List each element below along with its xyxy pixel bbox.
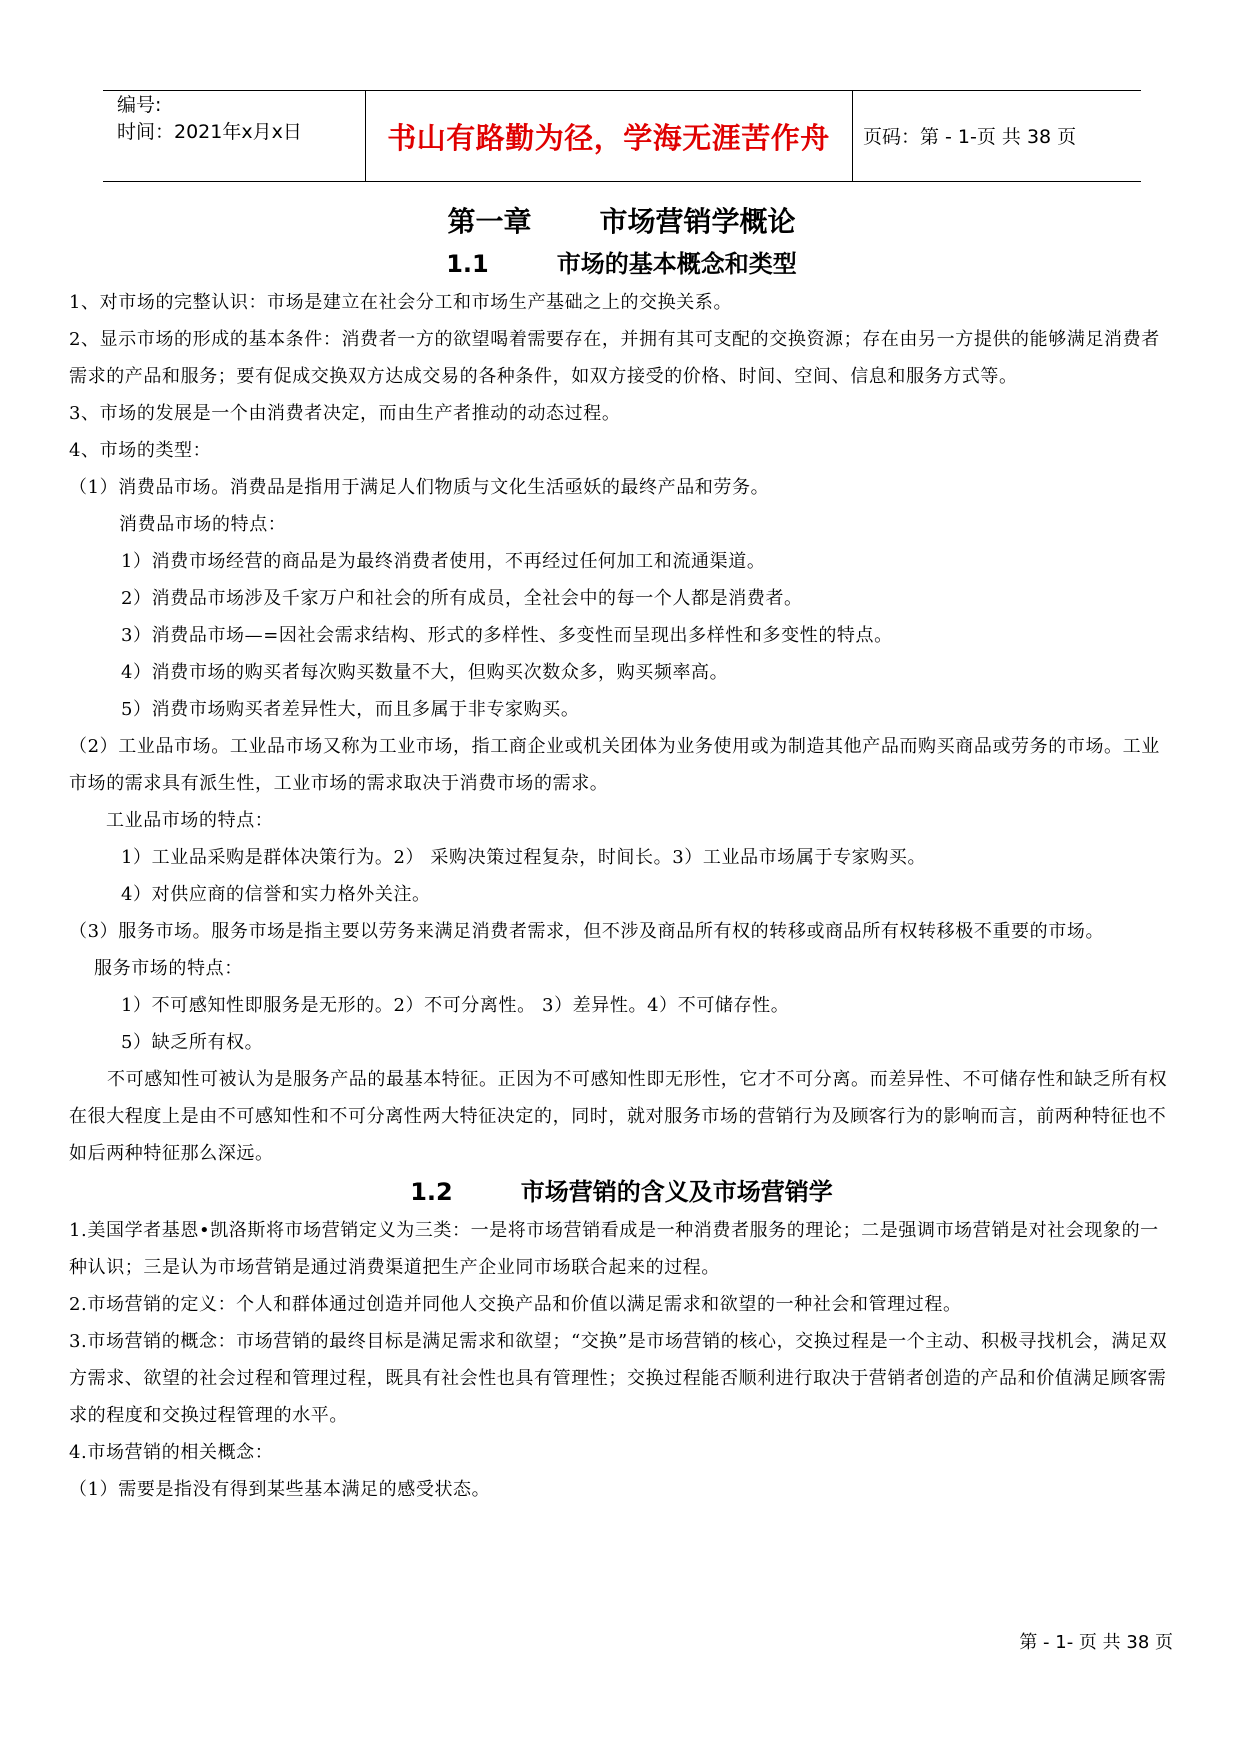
subheading: 消费品市场的特点：: [119, 514, 287, 535]
list-item: 1）消费市场经营的商品是为最终消费者使用，不再经过任何加工和流通渠道。: [121, 551, 766, 572]
section-title: 市场的基本概念和类型: [556, 250, 797, 278]
list-item: 2）消费品市场涉及千家万户和社会的所有成员，全社会中的每一个人都是消费者。: [121, 588, 803, 609]
paragraph: 2.市场营销的定义：个人和群体通过创造并同他人交换产品和价值以满足需求和欲望的一种社会和管理过程。: [69, 1294, 962, 1315]
paragraph: 3、市场的发展是一个由消费者决定，而由生产者推动的动态过程。: [69, 403, 621, 424]
paragraph: （1）需要是指没有得到某些基本满足的感受状态。: [69, 1479, 491, 1500]
list-item: 4）对供应商的信誉和实力格外关注。: [121, 884, 431, 905]
subheading: 工业品市场的特点：: [106, 810, 274, 831]
paragraph: 3.市场营销的概念：市场营销的最终目标是满足需求和欲望；“交换”是市场营销的核心，交换过程是一个主动、积极寻找机会，满足双方需求、欲望的社会过程和管理过程，既具有社会性也具有管理性；交换过程能否顺利进行取决于营销者创造的产品和价值满足顾客需求的程度和交换过程管理的水平。: [69, 1331, 1168, 1426]
serial-label: 编号:: [117, 94, 162, 116]
chapter-name: 市场营销学概论: [599, 205, 796, 238]
header-meta: [117, 92, 302, 146]
page-header: [103, 90, 1141, 182]
paragraph: 4.市场营销的相关概念：: [69, 1442, 274, 1463]
list-item: 4）消费市场的购买者每次购买数量不大，但购买次数众多，购买频率高。: [121, 662, 729, 683]
section-heading: [69, 1172, 1174, 1212]
header-page-label: 页码：第 - 1-页 共 38 页: [863, 126, 1077, 148]
section-heading: [69, 244, 1174, 284]
list-item: 1）不可感知性即服务是无形的。2）不可分离性。 3）差异性。4）不可储存性。: [121, 995, 790, 1016]
section-number: 1.2: [410, 1178, 453, 1206]
paragraph: 不可感知性可被认为是服务产品的最基本特征。正因为不可感知性即无形性，它才不可分离。而差异性、不可储存性和缺乏所有权在很大程度上是由不可感知性和不可分离性两大特征决定的，同时，就对服务市场的营销行为及顾客行为的影响而言，前两种特征也不如后两种特征那么深远。: [69, 1069, 1168, 1164]
list-item: 5）缺乏所有权。: [121, 1032, 264, 1053]
section-number: 1.1: [446, 250, 489, 278]
page-footer: 第 - 1- 页 共 38 页: [1019, 1632, 1173, 1653]
paragraph: （3）服务市场。服务市场是指主要以劳务来满足消费者需求，但不涉及商品所有权的转移或商品所有权转移极不重要的市场。: [69, 921, 1105, 942]
header-top-rule: [103, 90, 1141, 91]
header-motto: 书山有路勤为径，学海无涯苦作舟: [387, 121, 830, 155]
chapter-heading: [69, 200, 1174, 244]
paragraph: 1、对市场的完整认识：市场是建立在社会分工和市场生产基础之上的交换关系。: [69, 292, 733, 313]
list-item: 5）消费市场购买者差异性大，而且多属于非专家购买。: [121, 699, 580, 720]
document-body: [69, 200, 1174, 1508]
paragraph: （1）消费品市场。消费品是指用于满足人们物质与文化生活亟妖的最终产品和劳务。: [69, 477, 770, 498]
subheading: 服务市场的特点：: [94, 958, 243, 979]
paragraph: （2）工业品市场。工业品市场又称为工业市场，指工商企业或机关团体为业务使用或为制造其他产品而购买商品或劳务的市场。工业市场的需求具有派生性，工业市场的需求取决于消费市场的需求。: [69, 736, 1160, 794]
paragraph: 2、显示市场的形成的基本条件：消费者一方的欲望喝着需要存在，并拥有其可支配的交换资源；存在由另一方提供的能够满足消费者需求的产品和服务；要有促成交换双方达成交易的各种条件，如双方接受的价格、时间、空间、信息和服务方式等。: [69, 329, 1160, 387]
paragraph: 4、市场的类型：: [69, 440, 212, 461]
list-item: 1）工业品采购是群体决策行为。2） 采购决策过程复杂，时间长。3）工业品市场属于专家购买。: [121, 847, 927, 868]
time-label: 时间：2021年x月x日: [117, 121, 302, 143]
header-divider: [852, 90, 853, 182]
header-bottom-rule: [103, 181, 1141, 182]
paragraph: 1.美国学者基恩•凯洛斯将市场营销定义为三类：一是将市场营销看成是一种消费者服务的理论；二是强调市场营销是对社会现象的一种认识；三是认为市场营销是通过消费渠道把生产企业同市场联合起来的过程。: [69, 1220, 1159, 1278]
chapter-number: 第一章: [447, 205, 532, 238]
list-item: 3）消费品市场—=因社会需求结构、形式的多样性、多变性而呈现出多样性和多变性的特点。: [121, 625, 893, 646]
section-title: 市场营销的含义及市场营销学: [520, 1178, 833, 1206]
